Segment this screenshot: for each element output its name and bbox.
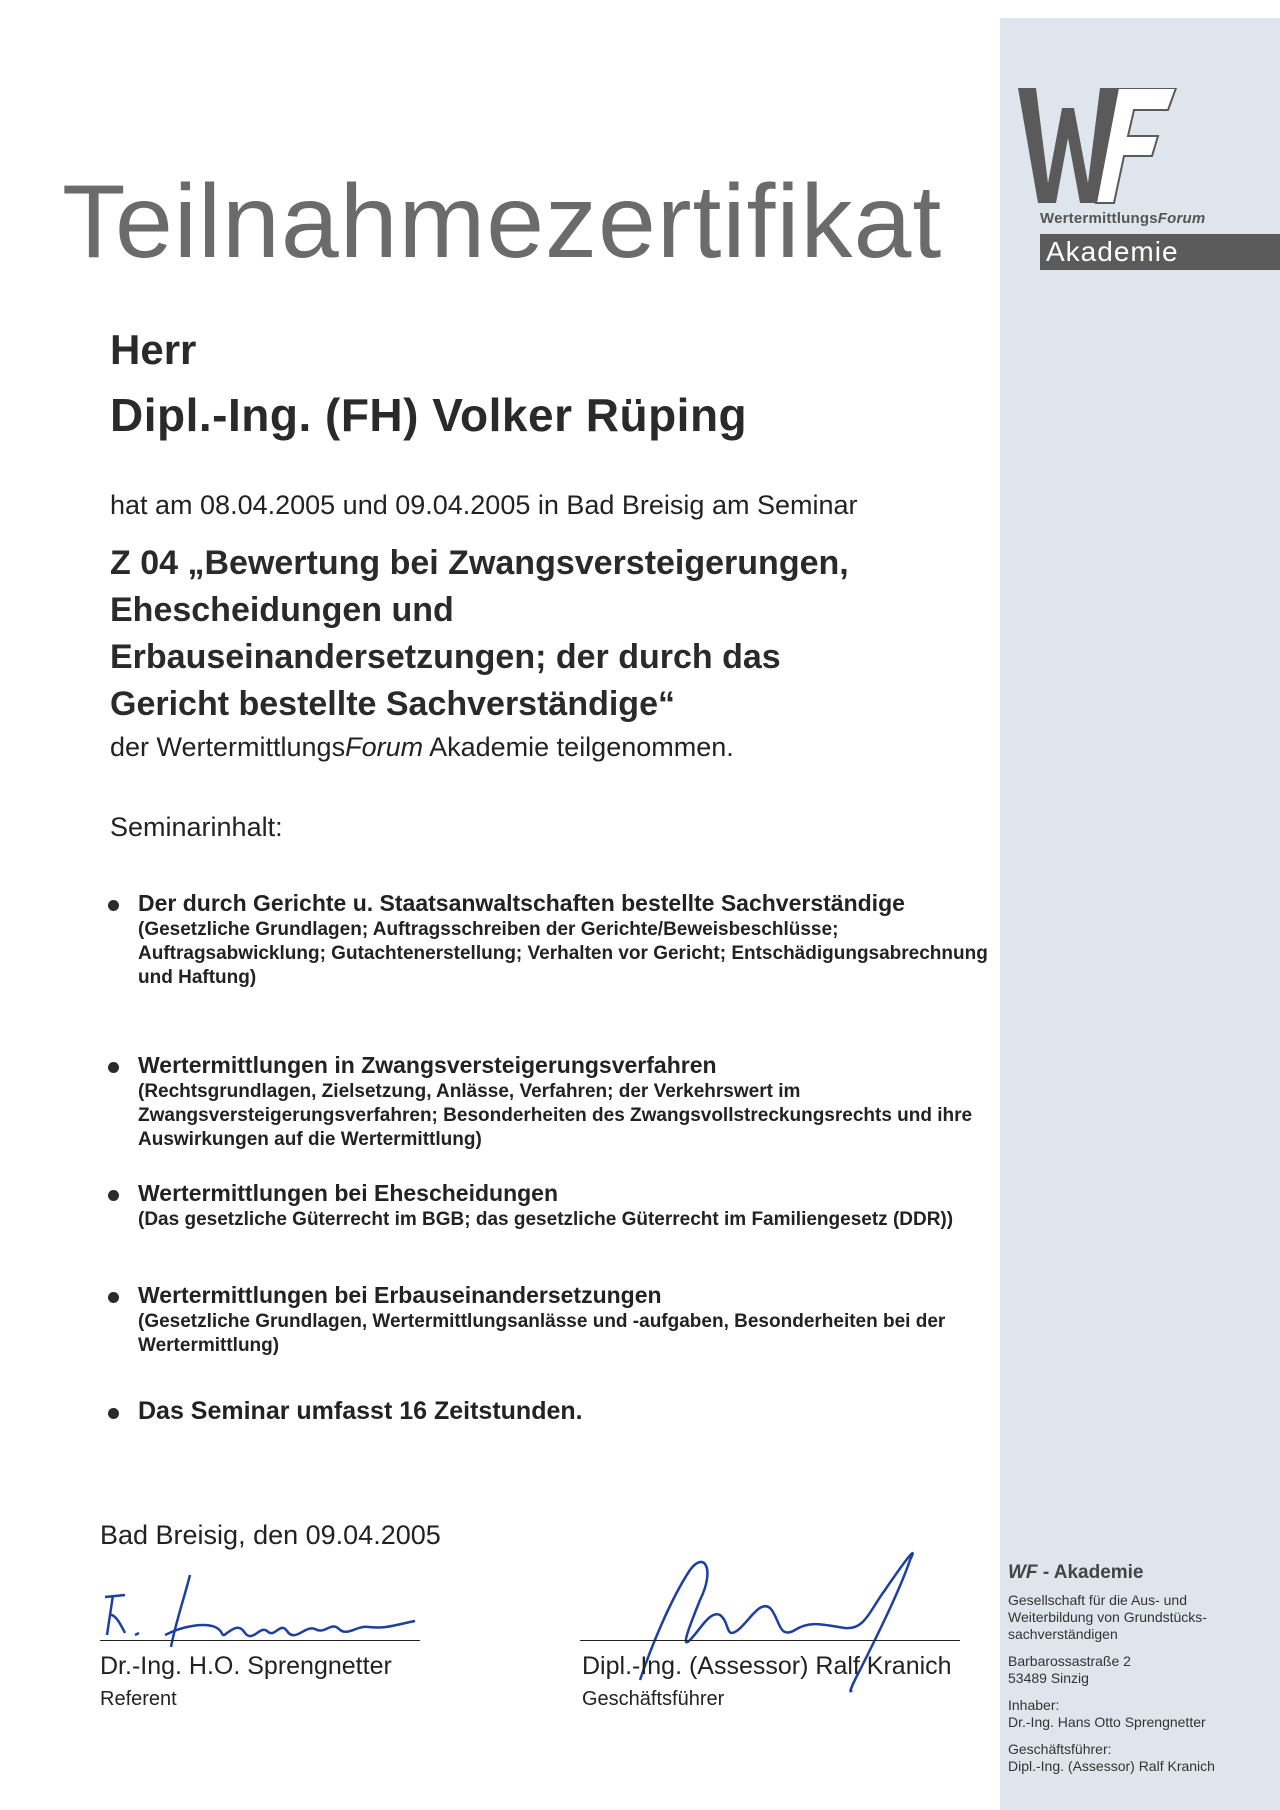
signature-line [100, 1640, 420, 1641]
address-line: 53489 Sinzig [1008, 1670, 1089, 1686]
item-detail: (Gesetzliche Grundlagen; Auftragsschreiben der Gerichte/Beweisbeschlüsse; Auftragsabwicklung; Gutachtenerstellung; Verhalten vor Gericht; Entschädigungsabrechnung und Haftung) [138, 919, 988, 988]
seminar-title-line: Z 04 „Bewertung bei Zwangsversteigerungen, [110, 544, 849, 582]
signer1-name: Dr.-Ing. H.O. Sprengnetter [100, 1652, 392, 1680]
recipient-name: Dipl.-Ing. (FH) Volker Rüping [110, 389, 748, 441]
page-title: Teilnahmezertifikat [62, 164, 943, 280]
address-line: Dr.-Ing. Hans Otto Sprengnetter [1008, 1714, 1206, 1730]
address-line: Geschäftsführer: [1008, 1741, 1112, 1757]
item-heading: Wertermittlungen bei Erbauseinandersetzungen [138, 1282, 662, 1308]
bullet-icon [108, 900, 119, 911]
signer1-role: Referent [100, 1688, 177, 1710]
address-line: sachverständigen [1008, 1626, 1118, 1642]
sidebar-panel [1000, 18, 1280, 1810]
bullet-icon [108, 1190, 119, 1201]
signer2-role: Geschäftsführer [582, 1688, 725, 1710]
bullet-icon [108, 1408, 119, 1419]
seminar-title [110, 540, 970, 728]
intro-text: hat am 08.04.2005 und 09.04.2005 in Bad Breisig am Seminar [110, 490, 858, 520]
logo-akademie-bar: Akademie [1040, 234, 1280, 270]
item-heading: Wertermittlungen bei Ehescheidungen [138, 1180, 559, 1206]
logo-subtitle: WertermittlungsForum [1040, 210, 1206, 227]
item-heading: Das Seminar umfasst 16 Zeitstunden. [138, 1397, 583, 1425]
seminar-title-line: Erbauseinandersetzungen; der durch das [110, 638, 781, 676]
list-item [108, 1398, 998, 1424]
item-detail: (Gesetzliche Grundlagen, Wertermittlungsanlässe und -aufgaben, Besonderheiten bei der Wertermittlung) [138, 1311, 946, 1356]
list-item [108, 1282, 1018, 1358]
signer2-name: Dipl.-Ing. (Assessor) Ralf Kranich [582, 1652, 952, 1680]
address-line: Weiterbildung von Grundstücks- [1008, 1609, 1207, 1625]
address-line: Gesellschaft für die Aus- und [1008, 1592, 1187, 1608]
recipient-salutation: Herr [110, 326, 197, 373]
item-heading: Der durch Gerichte u. Staatsanwaltschaften bestellte Sachverständige [138, 890, 905, 916]
seminar-title-line: Gericht bestellte Sachverständige“ [110, 685, 675, 723]
item-heading: Wertermittlungen in Zwangsversteigerungsverfahren [138, 1052, 717, 1078]
bullet-icon [108, 1062, 119, 1073]
item-detail: (Rechtsgrundlagen, Zielsetzung, Anlässe, Verfahren; der Verkehrswert im Zwangsversteigerungsverfahren; Besonderheiten des Zwangsvollstreckungsrechts und ihre Auswirkungen auf die Wertermittlung) [138, 1081, 973, 1150]
item-detail: (Das gesetzliche Güterrecht im BGB; das gesetzliche Güterrecht im Familiengesetz (DDR)) [138, 1209, 954, 1230]
organization-name: WF - Akademie [1008, 1562, 1144, 1583]
address-line: Barbarossastraße 2 [1008, 1653, 1131, 1669]
organization-address [1008, 1562, 1276, 1775]
address-line: Dipl.-Ing. (Assessor) Ralf Kranich [1008, 1758, 1215, 1774]
list-item [108, 1052, 998, 1152]
address-line: Inhaber: [1008, 1697, 1060, 1713]
seminar-title-line: Ehescheidungen und [110, 591, 454, 629]
signature-line [580, 1640, 960, 1641]
list-item [108, 1180, 998, 1232]
place-date: Bad Breisig, den 09.04.2005 [100, 1520, 441, 1550]
participation-text: der WertermittlungsForum Akademie teilgenommen. [110, 732, 734, 762]
bullet-icon [108, 1292, 119, 1303]
content-label: Seminarinhalt: [110, 812, 283, 842]
list-item [108, 890, 998, 990]
